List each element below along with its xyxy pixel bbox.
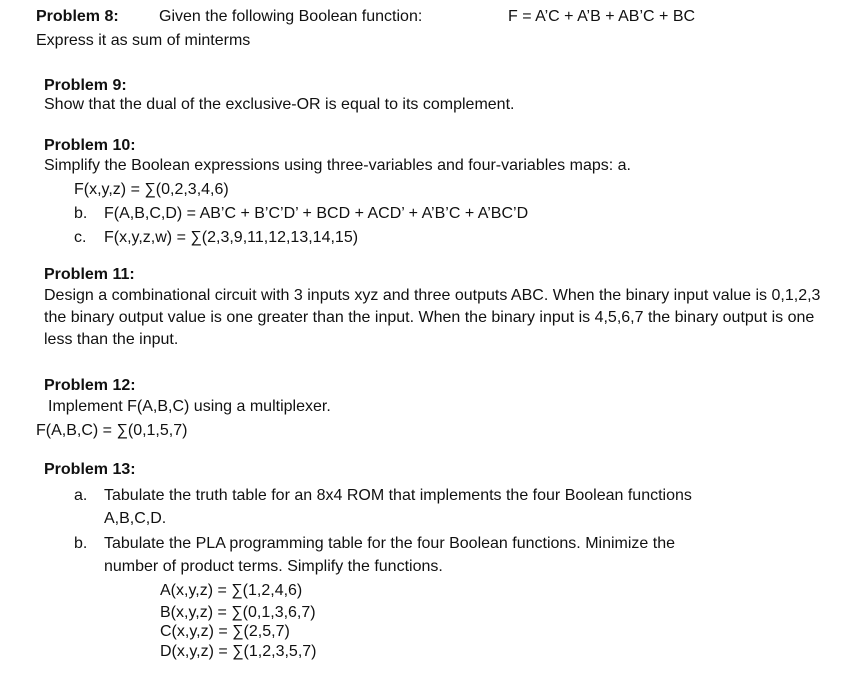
problem-8-express: Express it as sum of minterms <box>36 32 251 49</box>
problem-13-b-line1: Tabulate the PLA programming table for the four Boolean functions. Minimize the <box>104 535 675 552</box>
problem-8-given: Given the following Boolean function: <box>159 8 423 25</box>
problem-13-title: Problem 13: <box>44 461 136 478</box>
problem-10-intro: Simplify the Boolean expressions using three-variables and four-variables maps: a. <box>44 157 631 174</box>
problem-8-function: F = A’C + A’B + AB’C + BC <box>508 8 696 25</box>
problem-13-b-line2: number of product terms. Simplify the functions. <box>104 558 443 575</box>
problem-9-title: Problem 9: <box>44 77 127 94</box>
problem-11-text: Design a combinational circuit with 3 inputs xyz and three outputs ABC. When the binary input value is 0,1,2,3 the binary output value is one greater than the input. When the binary input is 4,5,6,7 the binary output is one less than the input. <box>44 287 821 348</box>
problem-9-text: Show that the dual of the exclusive-OR is equal to its complement. <box>44 96 515 113</box>
problem-10-c-label: c. <box>74 229 87 246</box>
problem-10-title: Problem 10: <box>44 137 136 154</box>
problem-13-function-c: C(x,y,z) = ∑(2,5,7) <box>160 623 290 640</box>
problem-13-function-b: B(x,y,z) = ∑(0,1,3,6,7) <box>160 604 316 621</box>
problem-12-text: Implement F(A,B,C) using a multiplexer. <box>48 398 331 415</box>
problem-8-title: Problem 8: <box>36 8 119 25</box>
problem-12-function: F(A,B,C) = ∑(0,1,5,7) <box>36 422 188 439</box>
problem-10-b-label: b. <box>74 205 88 222</box>
problem-13-a-line1: Tabulate the truth table for an 8x4 ROM that implements the four Boolean functions <box>104 487 692 504</box>
problem-13-function-a: A(x,y,z) = ∑(1,2,4,6) <box>160 582 303 599</box>
problem-13-a-label: a. <box>74 487 88 504</box>
problem-10-c-function: F(x,y,z,w) = ∑(2,3,9,11,12,13,14,15) <box>104 229 359 246</box>
problem-11-title: Problem 11: <box>44 266 135 283</box>
problem-13-function-d: D(x,y,z) = ∑(1,2,3,5,7) <box>160 643 317 660</box>
problem-13-b-label: b. <box>74 535 88 552</box>
problem-10-a-function: F(x,y,z) = ∑(0,2,3,4,6) <box>74 181 229 198</box>
problem-10-b-function: F(A,B,C,D) = AB’C + B’C’D’ + BCD + ACD’ + A’B’C + A’BC’D <box>104 205 529 222</box>
problem-12-title: Problem 12: <box>44 377 136 394</box>
problem-13-a-line2: A,B,C,D. <box>104 510 167 527</box>
